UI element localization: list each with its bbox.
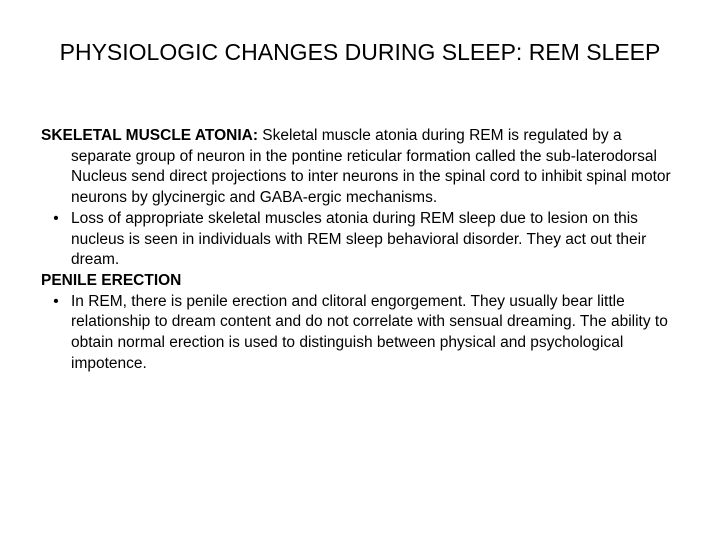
slide-body [41, 126, 681, 374]
bullet-text: Loss of appropriate skeletal muscles atonia during REM sleep due to lesion on this nucleus is seen in individuals with REM sleep behavioral disorder. They act out their dream. [71, 209, 647, 269]
list-item [41, 292, 681, 375]
skeletal-muscle-heading: SKELETAL MUSCLE ATONIA: [41, 127, 258, 144]
bullet-icon: • [53, 292, 59, 310]
skeletal-muscle-paragraph [41, 126, 681, 209]
skeletal-muscle-text: Skeletal muscle atonia during REM is regulated by a separate group of neuron in the pontine reticular formation called the sub-laterodorsal Nucleus send direct projections to inter neurons in the spinal cord to inhibit spinal motor neurons by glycinergic and GABA-ergic mechanisms. [71, 127, 671, 207]
penile-erection-heading: PENILE ERECTION [41, 271, 182, 289]
list-item [41, 209, 681, 271]
bullet-icon: • [53, 209, 59, 227]
slide-title: PHYSIOLOGIC CHANGES DURING SLEEP: REM SLEEP [59, 39, 661, 65]
bullet-text: In REM, there is penile erection and clitoral engorgement. They usually bear little relationship to dream content and do not correlate with sensual dreaming. The ability to obtain normal erection is used to distinguish between physical and psychological impotence. [71, 292, 668, 372]
